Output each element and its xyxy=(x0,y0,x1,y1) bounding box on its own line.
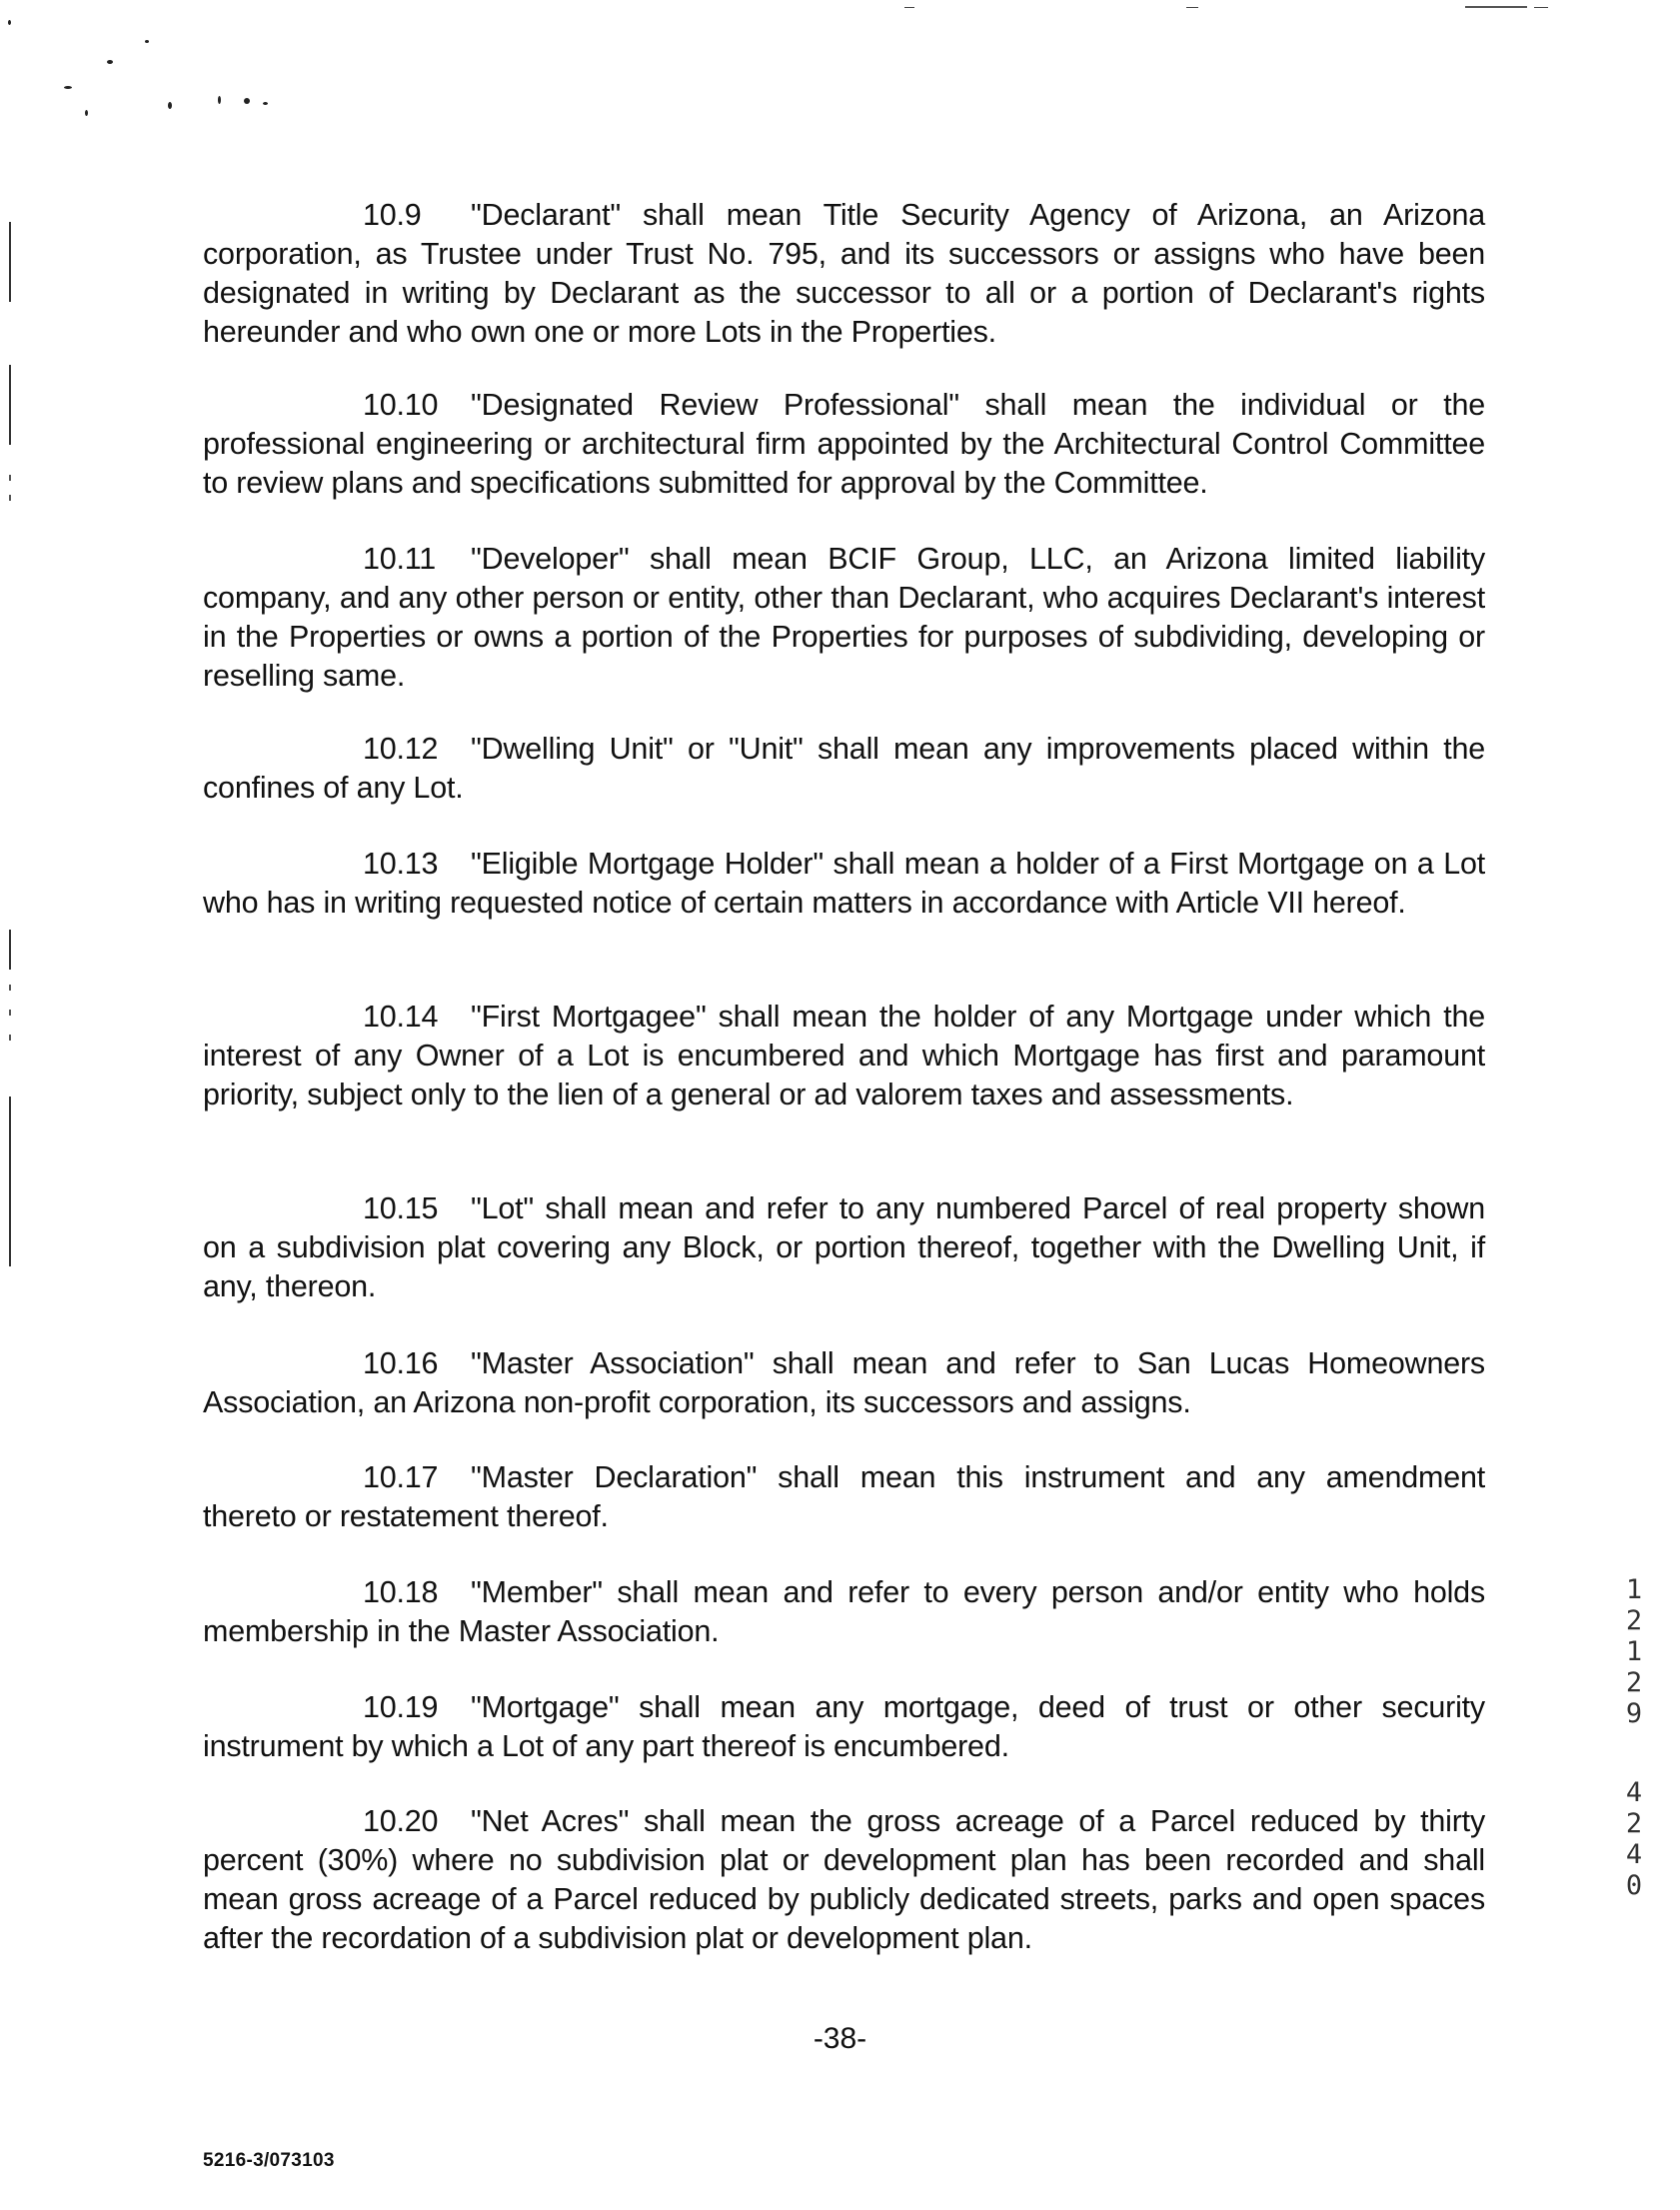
scan-speck xyxy=(244,98,250,104)
scan-speck xyxy=(8,20,11,25)
section-text: "First Mortgagee" shall mean the holder of any Mortgage under which the interest of any Owner of a Lot is encumbered and which Mortgage has first and paramount priority, subject only to the lien of a general or ad valorem taxes and assessments. xyxy=(203,1000,1485,1111)
scan-speck xyxy=(218,96,221,104)
section-text: "Master Declaration" shall mean this instrument and any amendment thereto or restatement thereof. xyxy=(203,1460,1485,1533)
recording-digit: 2 xyxy=(1625,1605,1643,1636)
section-number: 10.11 xyxy=(363,542,437,576)
margin-dot xyxy=(9,985,11,991)
recording-digit: 2 xyxy=(1625,1808,1643,1839)
definition-section xyxy=(203,196,1485,352)
recording-number-top xyxy=(1619,1574,1649,1729)
definition-section xyxy=(203,1458,1485,1536)
definition-section xyxy=(203,730,1485,808)
section-number: 10.14 xyxy=(363,1000,439,1034)
definition-section xyxy=(203,845,1485,923)
scan-speck xyxy=(145,40,149,43)
section-number: 10.17 xyxy=(363,1460,439,1494)
recording-digit: 1 xyxy=(1625,1574,1643,1605)
section-text: "Net Acres" shall mean the gross acreage of a Parcel reduced by thirty percent (30%) where no subdivision plat or development plan has been recorded and shall mean gross acreage of a Parcel reduced by publicly dedicated streets, parks and open spaces after the recordation of a subdivision plat or development plan. xyxy=(203,1804,1485,1955)
margin-dot xyxy=(9,475,11,481)
scan-top-dash xyxy=(1186,7,1198,8)
section-number: 10.10 xyxy=(363,388,439,422)
document-code: 5216-3/073103 xyxy=(203,2150,335,2171)
section-number: 10.9 xyxy=(363,198,422,232)
definition-section xyxy=(203,386,1485,503)
margin-dot xyxy=(9,1010,11,1016)
recording-number-bottom xyxy=(1619,1777,1649,1901)
page-number: -38- xyxy=(813,2022,867,2055)
scan-top-dash xyxy=(904,7,914,8)
section-number: 10.13 xyxy=(363,847,439,881)
margin-bar xyxy=(9,365,11,445)
margin-bar xyxy=(9,222,11,302)
scan-top-dash xyxy=(1534,7,1548,8)
definition-section xyxy=(203,1802,1485,1958)
section-number: 10.18 xyxy=(363,1575,439,1609)
margin-dot xyxy=(9,495,11,501)
scan-speck xyxy=(85,110,88,116)
margin-bar xyxy=(9,1097,11,1266)
section-text: "Mortgage" shall mean any mortgage, deed of trust or other security instrument by which a Lot of any part thereof is encumbered. xyxy=(203,1690,1485,1763)
scan-top-rule xyxy=(1465,6,1527,8)
section-number: 10.12 xyxy=(363,732,439,766)
recording-digit: 4 xyxy=(1625,1777,1643,1808)
section-text: "Designated Review Professional" shall mean the individual or the professional engineering or architectural firm appointed by the Architectural Control Committee to review plans and specifications submitted for approval by the Committee. xyxy=(203,388,1485,500)
section-text: "Eligible Mortgage Holder" shall mean a holder of a First Mortgage on a Lot who has in writing requested notice of certain matters in accordance with Article VII hereof. xyxy=(203,847,1485,920)
section-number: 10.20 xyxy=(363,1804,439,1838)
section-number: 10.16 xyxy=(363,1346,439,1380)
section-text: "Member" shall mean and refer to every person and/or entity who holds membership in the Master Association. xyxy=(203,1575,1485,1648)
scan-speck xyxy=(263,102,268,105)
section-text: "Master Association" shall mean and refer to San Lucas Homeowners Association, an Arizona non-profit corporation, its successors and assigns. xyxy=(203,1346,1485,1419)
scan-speck xyxy=(168,102,172,109)
recording-digit: 1 xyxy=(1625,1636,1643,1667)
section-text: "Lot" shall mean and refer to any numbered Parcel of real property shown on a subdivision plat covering any Block, or portion thereof, together with the Dwelling Unit, if any, thereon. xyxy=(203,1191,1485,1303)
recording-digit: 9 xyxy=(1625,1698,1643,1729)
section-text: "Developer" shall mean BCIF Group, LLC, an Arizona limited liability company, and any other person or entity, other than Declarant, who acquires Declarant's interest in the Properties or owns a portion of the Properties for purposes of subdividing, developing or reselling same. xyxy=(203,542,1485,693)
scan-speck xyxy=(64,86,72,89)
recording-digit: 2 xyxy=(1625,1667,1643,1698)
margin-bar xyxy=(9,930,11,970)
definition-section xyxy=(203,1344,1485,1422)
definition-section xyxy=(203,1573,1485,1651)
margin-dot xyxy=(9,1035,11,1041)
definition-section xyxy=(203,540,1485,696)
definition-section xyxy=(203,998,1485,1114)
recording-digit: 4 xyxy=(1625,1839,1643,1870)
section-number: 10.19 xyxy=(363,1690,439,1724)
definition-section xyxy=(203,1688,1485,1766)
section-text: "Dwelling Unit" or "Unit" shall mean any improvements placed within the confines of any Lot. xyxy=(203,732,1485,805)
section-number: 10.15 xyxy=(363,1191,439,1225)
section-text: "Declarant" shall mean Title Security Agency of Arizona, an Arizona corporation, as Trustee under Trust No. 795, and its successors or assigns who have been designated in writing by Declarant as the successor to all or a portion of Declarant's rights hereunder and who own one or more Lots in the Properties. xyxy=(203,198,1485,349)
recording-digit: 0 xyxy=(1625,1870,1643,1901)
definition-section xyxy=(203,1189,1485,1306)
scan-speck xyxy=(107,60,113,64)
